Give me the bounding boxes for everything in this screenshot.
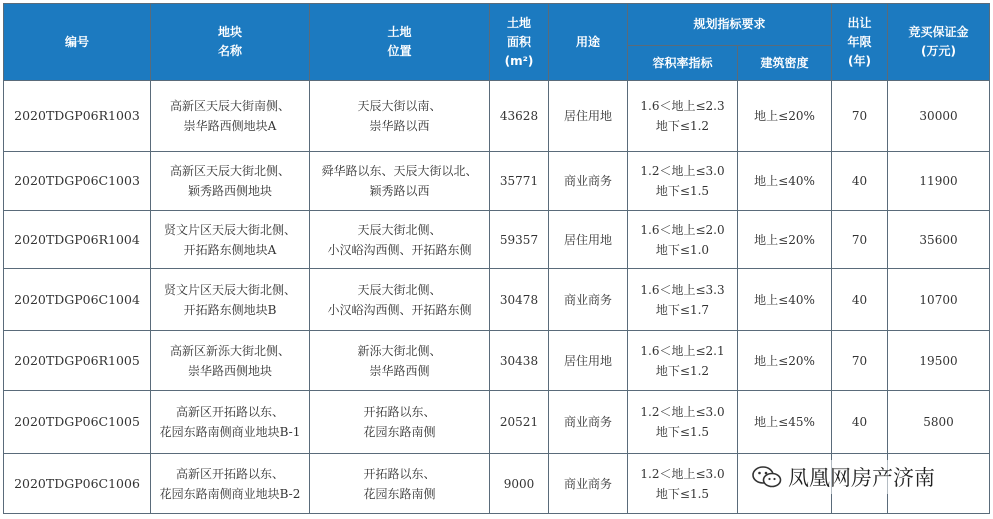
header-far: 容积率指标	[628, 46, 738, 81]
cell-years: 70	[832, 211, 888, 269]
cell-far: 1.2＜地上≤3.0 地下≤1.5	[628, 391, 738, 454]
header-location: 土地 位置	[310, 4, 490, 81]
cell-area: 30438	[490, 331, 549, 391]
cell-years: 70	[832, 81, 888, 152]
header-area: 土地 面积 (m²)	[490, 4, 549, 81]
cell-years: 40	[832, 391, 888, 454]
cell-code: 2020TDGP06C1006	[4, 454, 151, 514]
cell-name: 高新区新泺大街北侧、 崇华路西侧地块	[151, 331, 310, 391]
cell-density: 地上≤20%	[738, 331, 832, 391]
header-name: 地块 名称	[151, 4, 310, 81]
cell-use: 居住用地	[549, 81, 628, 152]
cell-far: 1.6＜地上≤2.0 地下≤1.0	[628, 211, 738, 269]
header-code: 编号	[4, 4, 151, 81]
cell-use: 商业商务	[549, 454, 628, 514]
header-deposit: 竞买保证金 (万元)	[888, 4, 990, 81]
cell-use: 商业商务	[549, 152, 628, 211]
cell-code: 2020TDGP06R1004	[4, 211, 151, 269]
header-use: 用途	[549, 4, 628, 81]
land-auction-table	[3, 3, 990, 514]
cell-name: 高新区天辰大街南侧、 崇华路西侧地块A	[151, 81, 310, 152]
table-row	[4, 269, 990, 331]
cell-far: 1.2＜地上≤3.0 地下≤1.5	[628, 454, 738, 514]
cell-far: 1.6＜地上≤2.3 地下≤1.2	[628, 81, 738, 152]
table-row	[4, 81, 990, 152]
table-row	[4, 152, 990, 211]
cell-area: 35771	[490, 152, 549, 211]
cell-area: 9000	[490, 454, 549, 514]
table-row	[4, 211, 990, 269]
header-row	[4, 4, 990, 46]
cell-use: 商业商务	[549, 269, 628, 331]
header-planning: 规划指标要求	[628, 4, 832, 46]
cell-location: 新泺大街北侧、 崇华路西侧	[310, 331, 490, 391]
cell-location: 天辰大街北侧、 小汉峪沟西侧、开拓路东侧	[310, 269, 490, 331]
cell-name: 高新区天辰大街北侧、 颖秀路西侧地块	[151, 152, 310, 211]
cell-location: 舜华路以东、天辰大街以北、 颖秀路以西	[310, 152, 490, 211]
table-row	[4, 331, 990, 391]
cell-density: 地上≤40%	[738, 269, 832, 331]
cell-density: 地上≤40%	[738, 152, 832, 211]
cell-deposit: 5800	[888, 391, 990, 454]
cell-deposit: 19500	[888, 331, 990, 391]
cell-density: 地上≤45%	[738, 391, 832, 454]
cell-far: 1.2＜地上≤3.0 地下≤1.5	[628, 152, 738, 211]
cell-code: 2020TDGP06C1003	[4, 152, 151, 211]
cell-name: 贤文片区天辰大街北侧、 开拓路东侧地块A	[151, 211, 310, 269]
cell-code: 2020TDGP06R1003	[4, 81, 151, 152]
cell-use: 商业商务	[549, 391, 628, 454]
cell-deposit: 10700	[888, 269, 990, 331]
watermark-text: 凤凰网房产济南	[788, 466, 935, 490]
cell-years: 40	[832, 269, 888, 331]
cell-deposit: 35600	[888, 211, 990, 269]
cell-area: 20521	[490, 391, 549, 454]
cell-name: 高新区开拓路以东、 花园东路南侧商业地块B-1	[151, 391, 310, 454]
cell-deposit: 11900	[888, 152, 990, 211]
wechat-icon	[752, 465, 782, 489]
cell-area: 59357	[490, 211, 549, 269]
header-density: 建筑密度	[738, 46, 832, 81]
cell-density: 地上≤20%	[738, 81, 832, 152]
cell-code: 2020TDGP06C1005	[4, 391, 151, 454]
table-row	[4, 391, 990, 454]
cell-name: 高新区开拓路以东、 花园东路南侧商业地块B-2	[151, 454, 310, 514]
cell-location: 开拓路以东、 花园东路南侧	[310, 391, 490, 454]
cell-location: 开拓路以东、 花园东路南侧	[310, 454, 490, 514]
cell-location: 天辰大街北侧、 小汉峪沟西侧、开拓路东侧	[310, 211, 490, 269]
watermark	[748, 460, 939, 494]
cell-deposit: 30000	[888, 81, 990, 152]
cell-area: 43628	[490, 81, 549, 152]
cell-code: 2020TDGP06C1004	[4, 269, 151, 331]
cell-use: 居住用地	[549, 211, 628, 269]
cell-code: 2020TDGP06R1005	[4, 331, 151, 391]
header-years: 出让 年限 (年)	[832, 4, 888, 81]
cell-use: 居住用地	[549, 331, 628, 391]
cell-density: 地上≤20%	[738, 211, 832, 269]
cell-years: 70	[832, 331, 888, 391]
cell-area: 30478	[490, 269, 549, 331]
cell-location: 天辰大街以南、 崇华路以西	[310, 81, 490, 152]
cell-years: 40	[832, 152, 888, 211]
cell-far: 1.6＜地上≤3.3 地下≤1.7	[628, 269, 738, 331]
cell-name: 贤文片区天辰大街北侧、 开拓路东侧地块B	[151, 269, 310, 331]
cell-far: 1.6＜地上≤2.1 地下≤1.2	[628, 331, 738, 391]
